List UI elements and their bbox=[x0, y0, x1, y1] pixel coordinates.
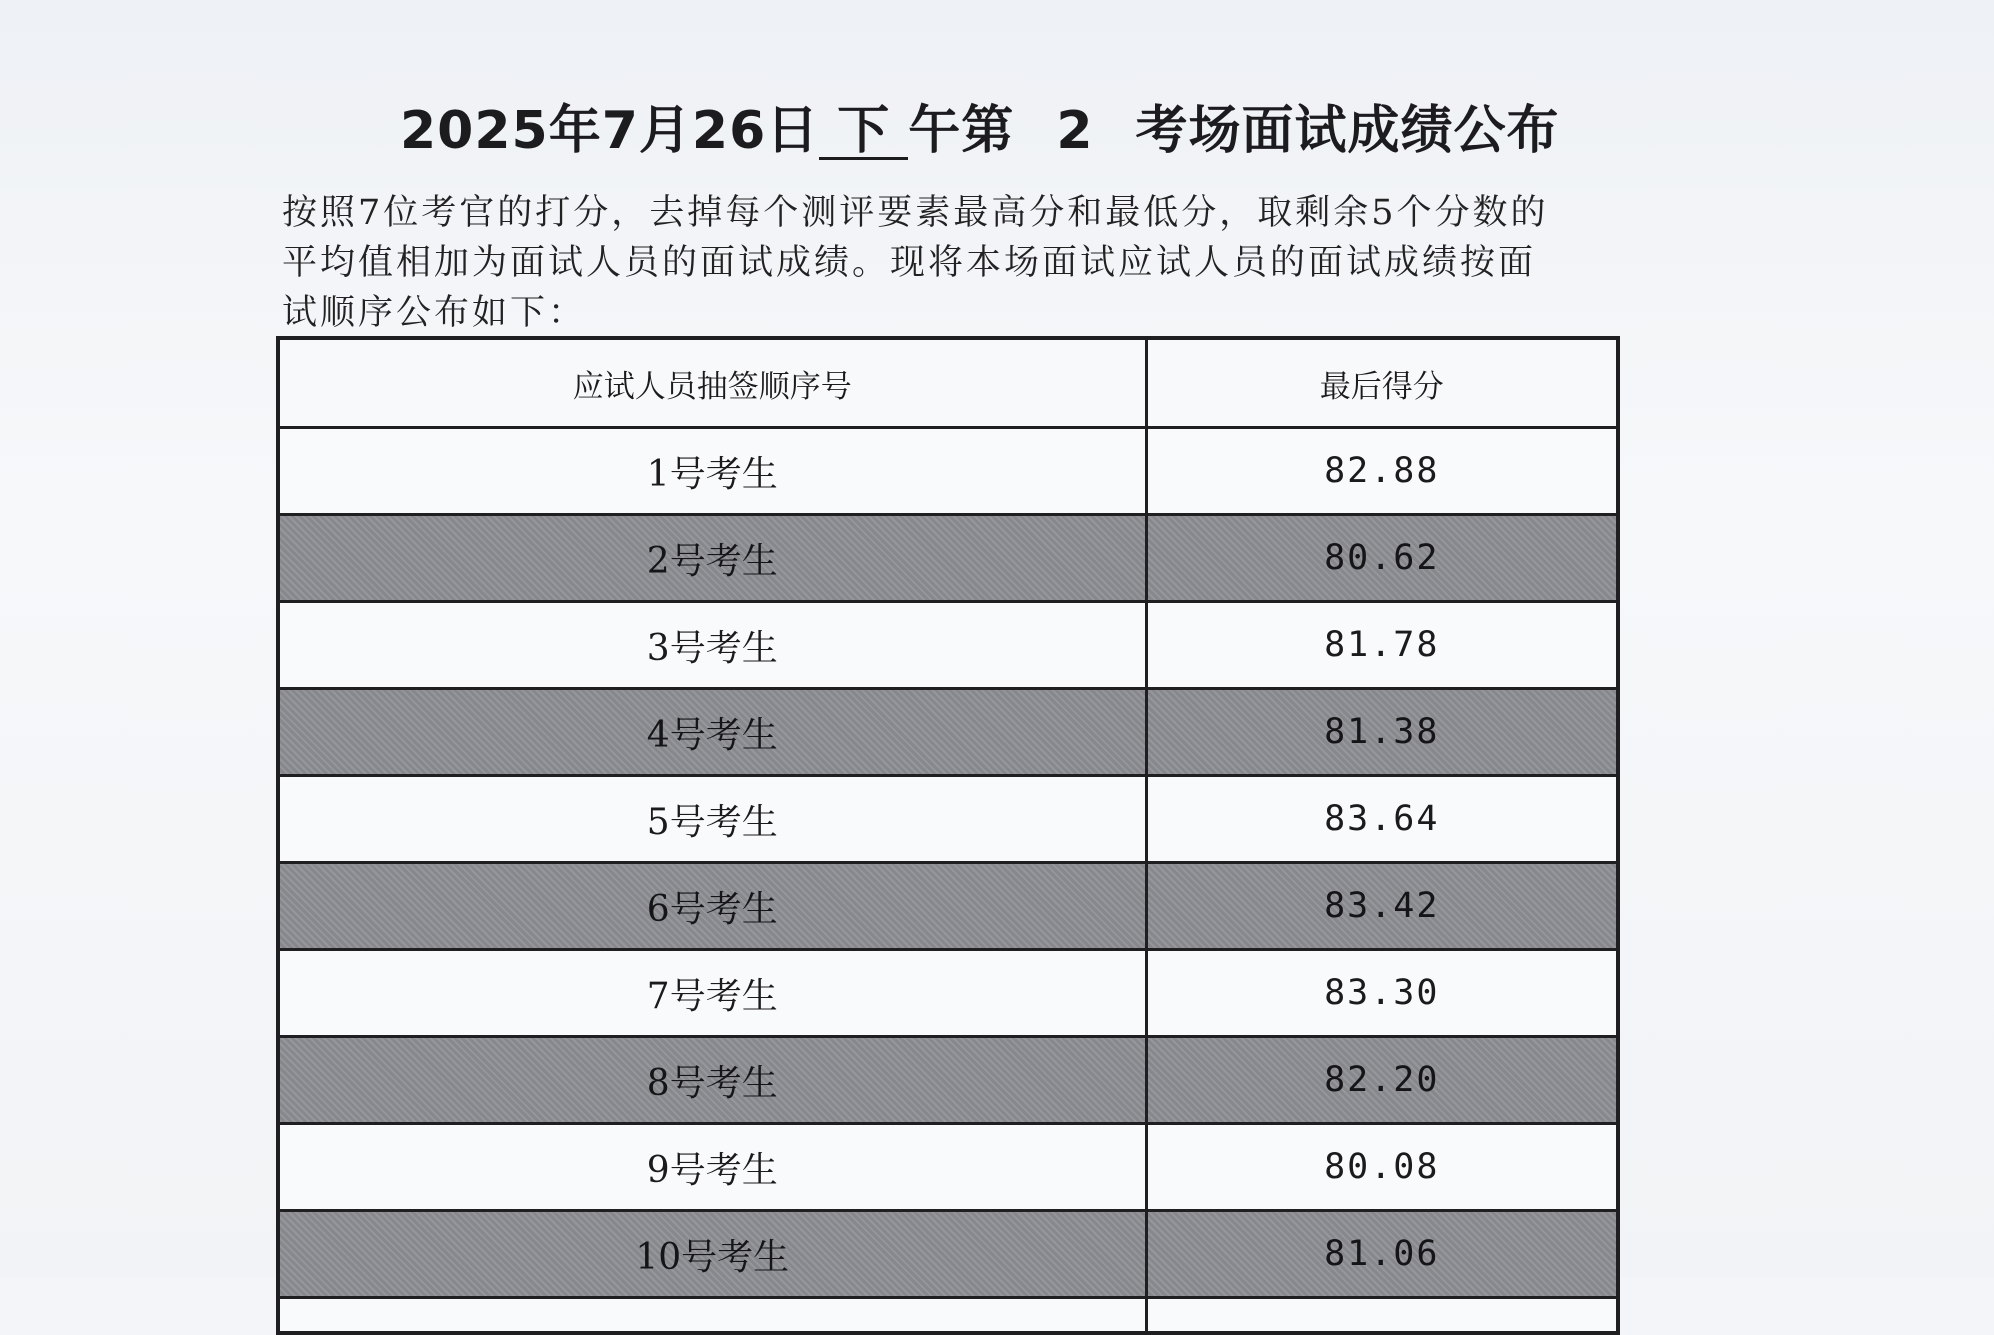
score-cell: 83.30 bbox=[1146, 950, 1618, 1037]
candidate-cell: 7号考生 bbox=[278, 950, 1146, 1037]
table-row bbox=[278, 602, 1618, 689]
candidate-cell: 10号考生 bbox=[278, 1211, 1146, 1298]
score-table bbox=[276, 336, 1620, 1335]
score-cell: 81.38 bbox=[1146, 689, 1618, 776]
title-period-blank: 下 bbox=[819, 105, 908, 160]
score-cell: 82.88 bbox=[1146, 428, 1618, 515]
candidate-cell: 6号考生 bbox=[278, 863, 1146, 950]
column-header-score: 最后得分 bbox=[1146, 338, 1618, 428]
score-cell: 80.62 bbox=[1146, 515, 1618, 602]
table-row bbox=[278, 776, 1618, 863]
table-row bbox=[278, 515, 1618, 602]
candidate-cell: 8号考生 bbox=[278, 1037, 1146, 1124]
table-row bbox=[278, 1211, 1618, 1298]
table-row bbox=[278, 428, 1618, 515]
column-header-candidate: 应试人员抽签顺序号 bbox=[278, 338, 1146, 428]
title-room-number: 2 bbox=[1056, 101, 1094, 161]
candidate-cell: 2号考生 bbox=[278, 515, 1146, 602]
title-period-suffix: 午第 bbox=[908, 101, 1015, 161]
candidate-cell: 3号考生 bbox=[278, 602, 1146, 689]
score-cell: 80.08 bbox=[1146, 1124, 1618, 1211]
table-row bbox=[278, 950, 1618, 1037]
score-cell: 81.78 bbox=[1146, 602, 1618, 689]
candidate-cell: 4号考生 bbox=[278, 689, 1146, 776]
intro-line: 试顺序公布如下： bbox=[282, 293, 587, 333]
score-cell: 81.06 bbox=[1146, 1211, 1618, 1298]
intro-line: 按照7位考官的打分，去掉每个测评要素最高分和最低分，取剩余5个分数的 bbox=[282, 193, 1549, 233]
title-date: 2025年7月26日 bbox=[400, 101, 820, 161]
candidate-cell: 1号考生 bbox=[278, 428, 1146, 515]
candidate-cell: 5号考生 bbox=[278, 776, 1146, 863]
score-cell: 82.20 bbox=[1146, 1037, 1618, 1124]
table-row bbox=[278, 1037, 1618, 1124]
table-header-row bbox=[278, 338, 1618, 428]
intro-paragraph bbox=[282, 188, 1612, 338]
table-row bbox=[278, 689, 1618, 776]
score-cell bbox=[1146, 1298, 1618, 1334]
table-row bbox=[278, 1124, 1618, 1211]
candidate-cell bbox=[278, 1298, 1146, 1334]
table-row-cut-off bbox=[278, 1298, 1618, 1334]
score-cell: 83.42 bbox=[1146, 863, 1618, 950]
title-suffix: 考场面试成绩公布 bbox=[1135, 101, 1560, 161]
intro-line: 平均值相加为面试人员的面试成绩。现将本场面试应试人员的面试成绩按面 bbox=[282, 243, 1537, 283]
table-row bbox=[278, 863, 1618, 950]
candidate-cell: 9号考生 bbox=[278, 1124, 1146, 1211]
page-title bbox=[400, 88, 1640, 163]
score-cell: 83.64 bbox=[1146, 776, 1618, 863]
